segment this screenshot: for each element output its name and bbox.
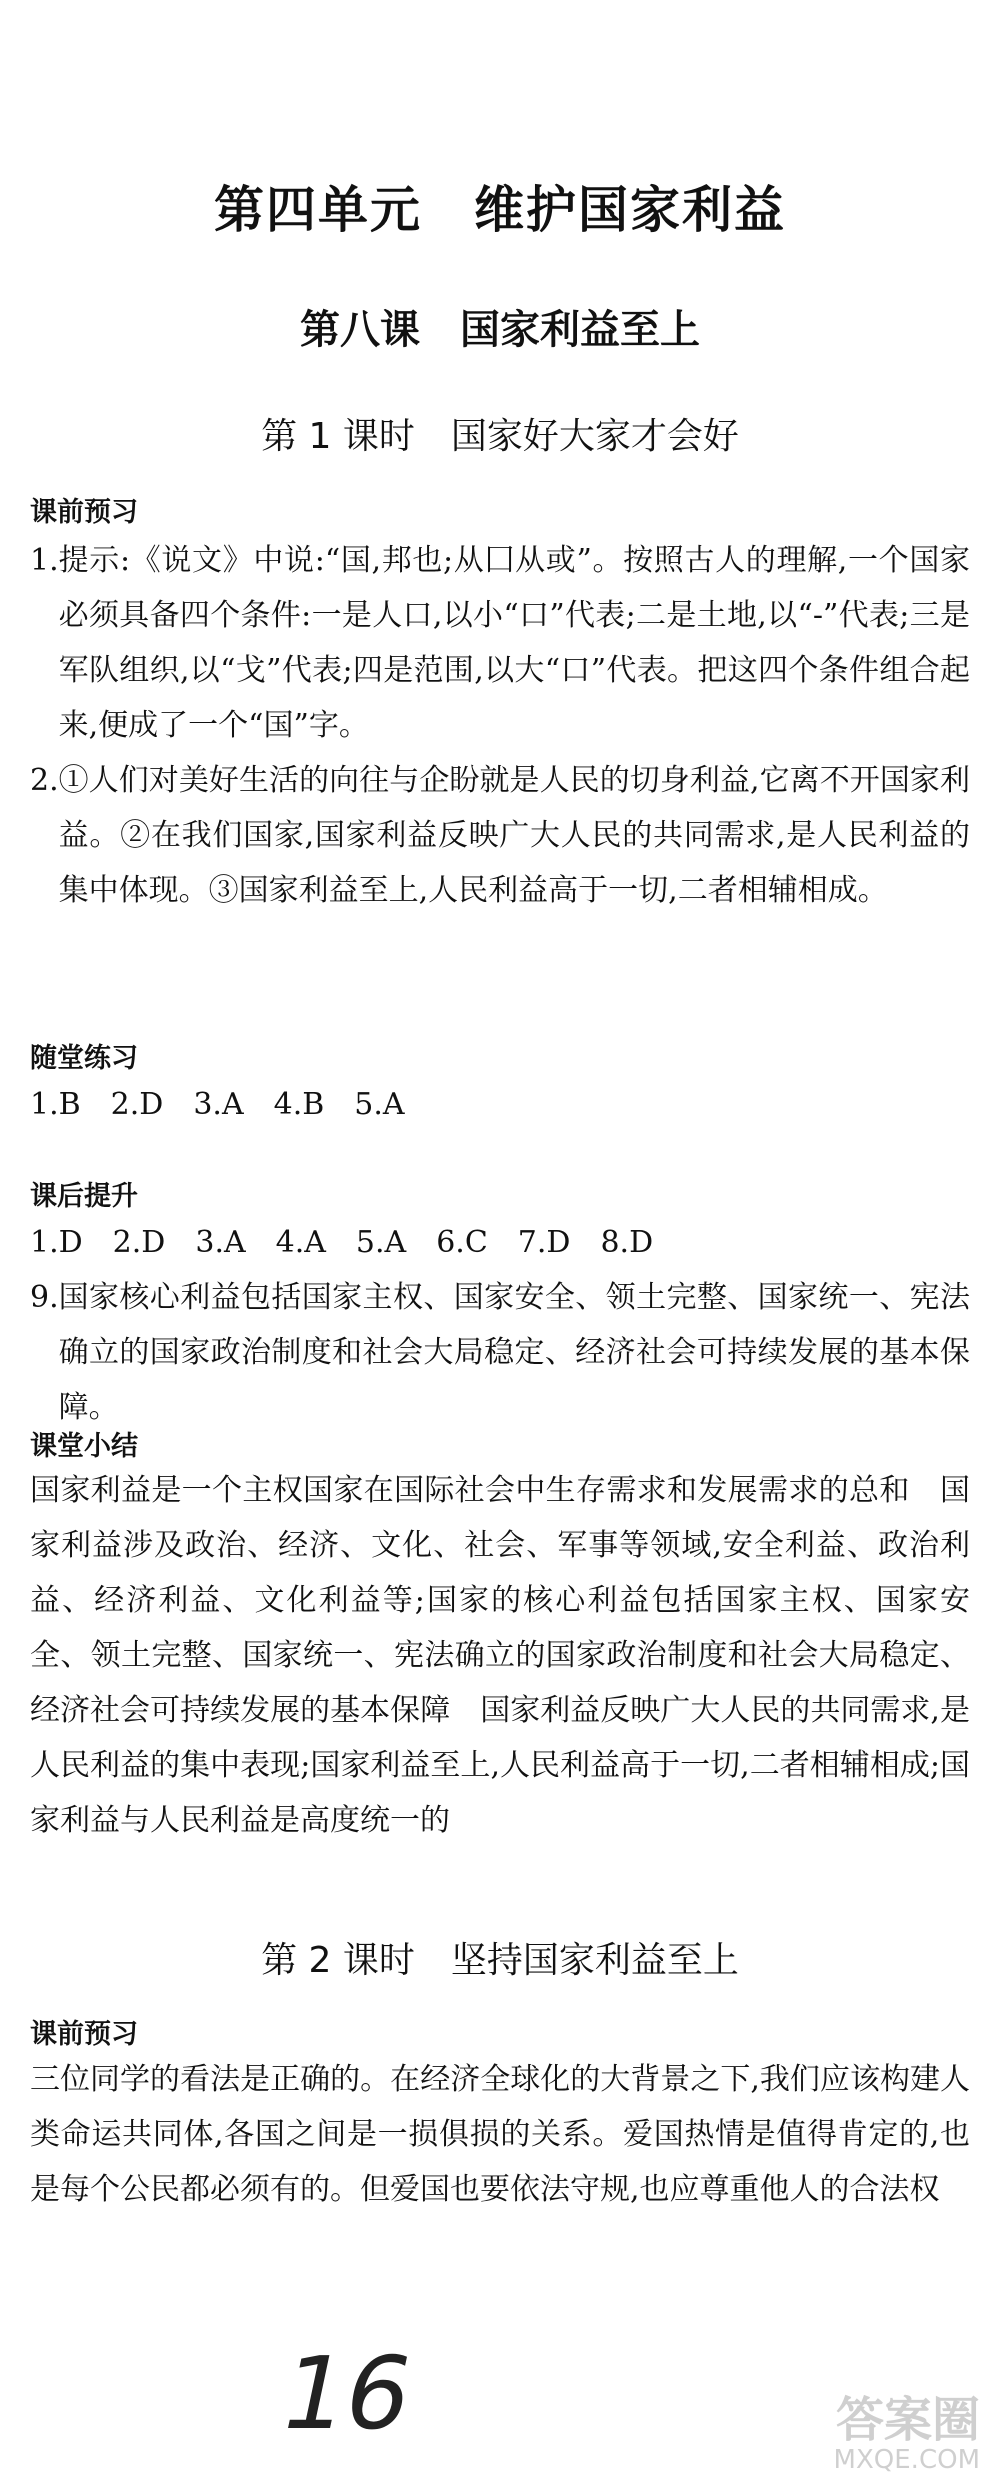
item-number: 2. [30, 763, 59, 798]
list-item [30, 533, 970, 753]
period1-preview-heading: 课前预习 [30, 497, 138, 528]
period1-title: 第 1 课时 国家好大家才会好 [261, 416, 739, 457]
watermark-logo: 答案圈 [835, 2392, 980, 2448]
watermark-url: MXQE.COM [833, 2445, 980, 2475]
unit-title: 第四单元 维护国家利益 [214, 181, 786, 239]
lesson-title: 第八课 国家利益至上 [300, 307, 700, 353]
item-number: 1. [30, 543, 59, 578]
answer-line: 1.D 2.D 3.A 4.A 5.A 6.C 7.D 8.D [30, 1225, 654, 1260]
preview-text: 三位同学的看法是正确的。在经济全球化的大背景之下,我们应该构建人类命运共同体,各国之间是一损俱损的关系。爱国热情是值得肯定的,也是每个公民都必须有的。但爱国也要依法守规,也应尊重他人的合法权 [30, 2062, 970, 2207]
item-number: 9. [30, 1280, 59, 1315]
period1-after-content [30, 1215, 970, 1435]
period1-after-heading: 课后提升 [30, 1181, 138, 1212]
period2-title: 第 2 课时 坚持国家利益至上 [261, 1940, 739, 1981]
item-text: 国家核心利益包括国家主权、国家安全、领土完整、国家统一、宪法确立的国家政治制度和社会大局稳定、经济社会可持续发展的基本保障。 [58, 1280, 970, 1425]
answer-line: 1.B 2.D 3.A 4.B 5.A [30, 1087, 405, 1122]
period2-preview [30, 2052, 970, 2217]
period1-summary [30, 1463, 970, 1848]
period1-practice-heading: 随堂练习 [30, 1043, 138, 1074]
watermark [833, 2392, 980, 2475]
list-item [30, 1270, 970, 1435]
item-text: ①人们对美好生活的向往与企盼就是人民的切身利益,它离不开国家利益。②在我们国家,国家利益反映广大人民的共同需求,是人民利益的集中体现。③国家利益至上,人民利益高于一切,二者相辅相成。 [58, 763, 970, 908]
period2-preview-heading: 课前预习 [30, 2019, 138, 2050]
page-number: 16 [270, 2335, 423, 2452]
summary-text: 国家利益是一个主权国家在国际社会中生存需求和发展需求的总和 国家利益涉及政治、经济、文化、社会、军事等领域,安全利益、政治利益、经济利益、文化利益等;国家的核心利益包括国家主权、国家安全、领土完整、国家统一、宪法确立的国家政治制度和社会大局稳定、经济社会可持续发展的基本保障 国家利益反映广大人民的共同需求,是人民利益的集中表现;国家利益至上,人民利益高于一切,二者相辅相成;国家利益与人民利益是高度统一的 [30, 1473, 970, 1838]
period1-summary-heading: 课堂小结 [30, 1431, 138, 1462]
item-text: 提示:《说文》中说:“国,邦也;从囗从或”。按照古人的理解,一个国家必须具备四个条件:一是人口,以小“口”代表;二是土地,以“-”代表;三是军队组织,以“戈”代表;四是范围,以大“口”代表。把这四个条件组合起来,便成了一个“国”字。 [58, 543, 970, 743]
period1-practice-answers [30, 1077, 970, 1132]
list-item [30, 753, 970, 918]
period1-preview-items [30, 533, 970, 918]
